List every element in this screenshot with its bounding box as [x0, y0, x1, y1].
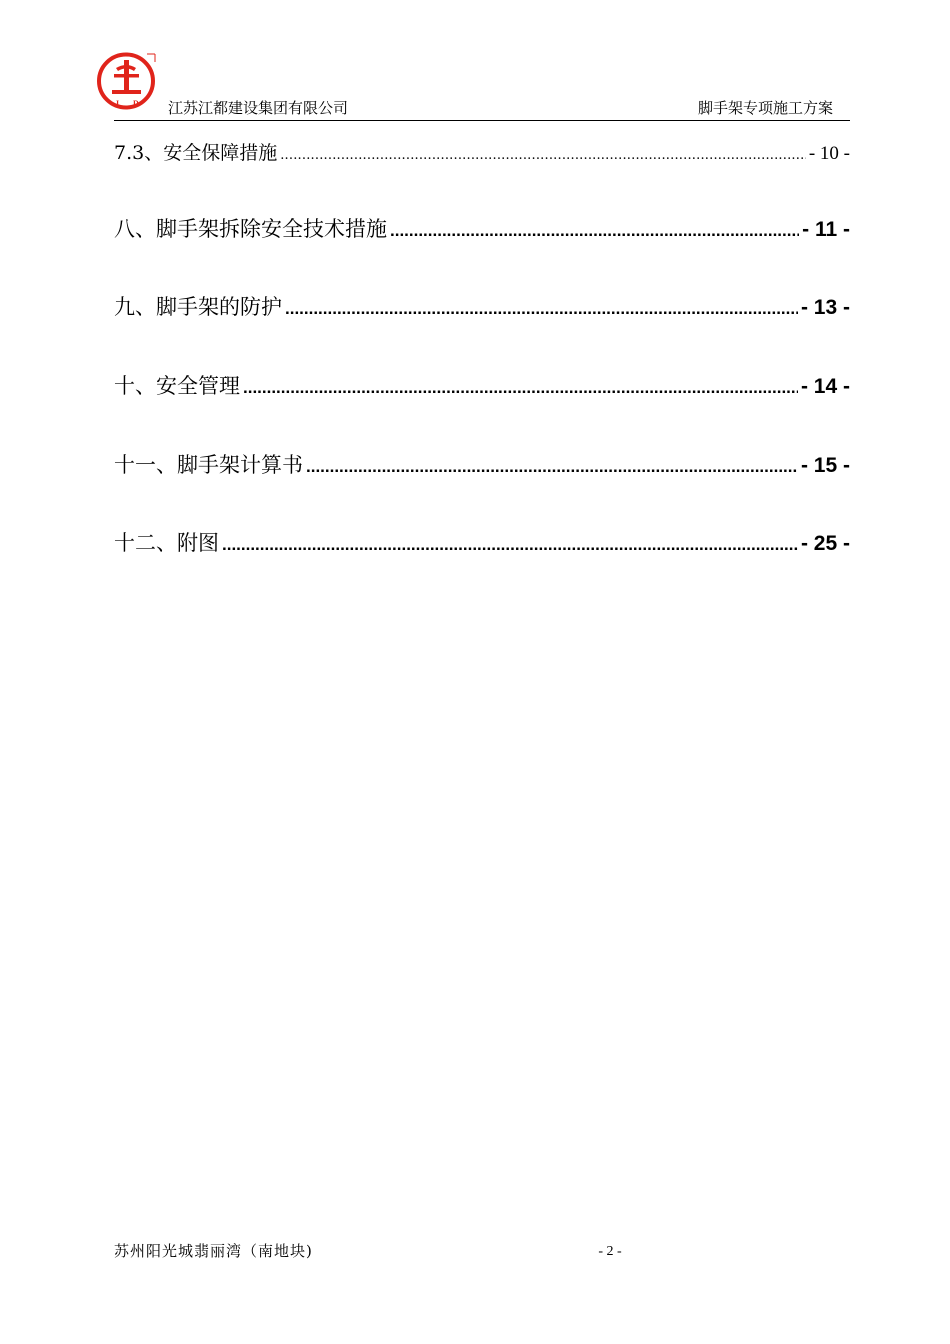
toc-leader-dots [222, 535, 798, 555]
toc-leader-dots [306, 457, 798, 477]
toc-entry-page: - 10 - [808, 143, 850, 164]
footer-project-name: 苏州阳光城翡丽湾（南地块) [114, 1242, 313, 1260]
toc-entry-title: 十二、附图 [114, 531, 219, 555]
toc-entry-7-3[interactable] [114, 138, 850, 165]
toc-entry-title: 九、脚手架的防护 [114, 295, 282, 319]
header-divider [114, 120, 850, 121]
toc-entry-page: - 13 - [800, 296, 850, 319]
toc-entry-title: 八、脚手架拆除安全技术措施 [114, 217, 387, 241]
company-name: 江苏江都建设集团有限公司 [168, 99, 349, 117]
company-logo [97, 52, 157, 110]
footer-page-number: - 2 - [598, 1244, 622, 1259]
toc-entry-page: - 15 - [800, 454, 850, 477]
toc-entry-11[interactable] [114, 449, 850, 479]
svg-text:D: D [133, 99, 139, 108]
document-title: 脚手架专项施工方案 [697, 99, 833, 117]
toc-leader-dots [390, 221, 799, 241]
toc-entry-title: 7.3、安全保障措施 [114, 142, 278, 164]
toc-entry-page: - 25 - [800, 532, 850, 555]
svg-text:J: J [115, 99, 119, 108]
toc-leader-dots [285, 299, 798, 319]
toc-entry-12[interactable] [114, 527, 850, 557]
toc-leader-dots [243, 378, 798, 398]
toc-entry-page: - 11 - [802, 218, 850, 241]
toc-entry-title: 十一、脚手架计算书 [114, 453, 303, 477]
toc-entry-8[interactable] [114, 213, 850, 243]
toc-leader-dots [280, 148, 806, 163]
toc-entry-title: 十、安全管理 [114, 374, 240, 398]
toc-entry-page: - 14 - [800, 375, 850, 398]
toc-entry-10[interactable] [114, 370, 850, 400]
toc-entry-9[interactable] [114, 291, 850, 321]
